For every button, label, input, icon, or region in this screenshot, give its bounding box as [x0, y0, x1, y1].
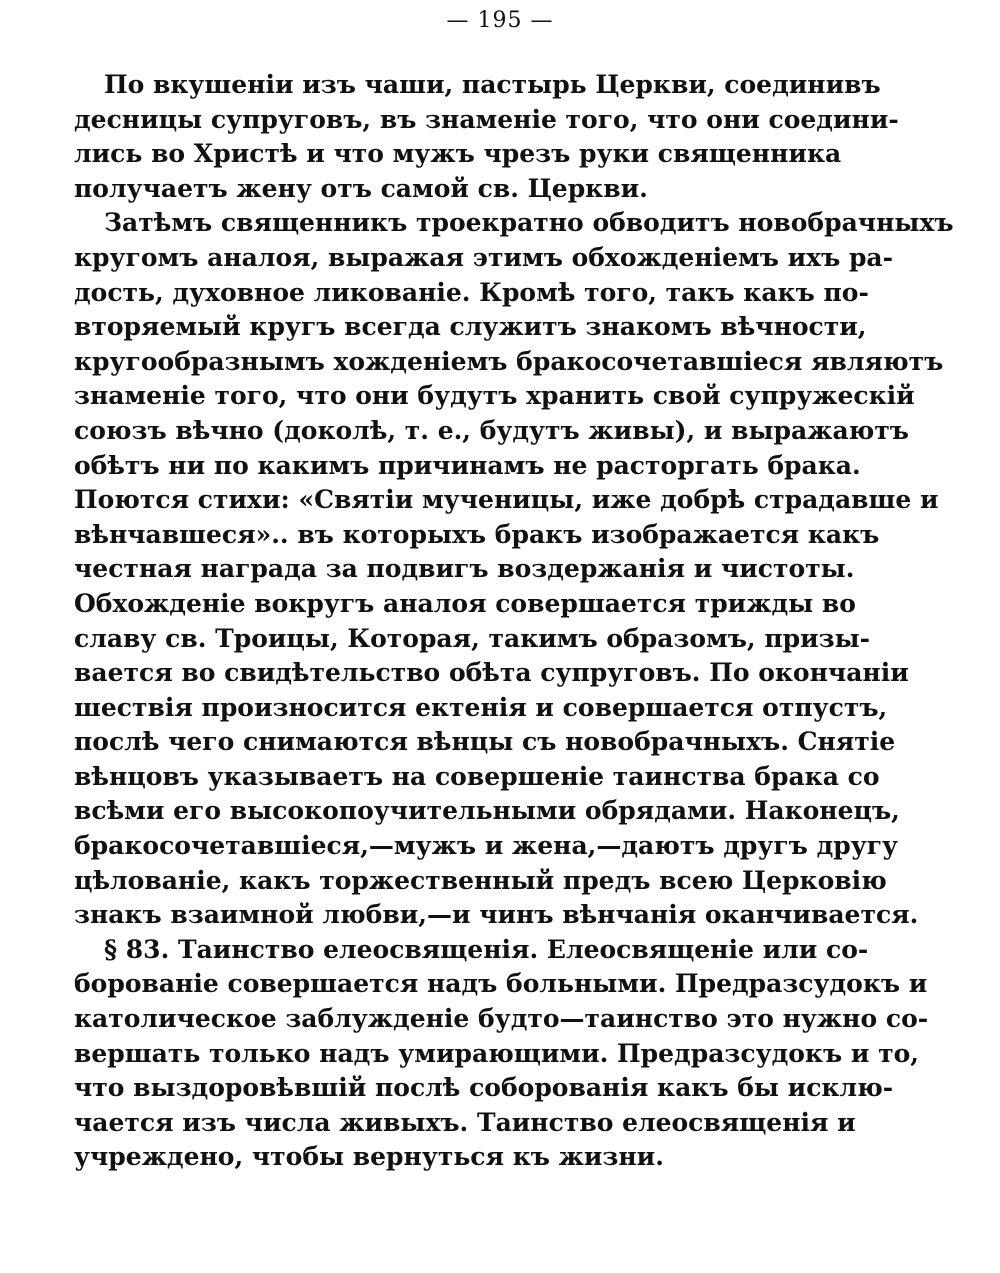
text-line: По вкушеніи изъ чаши, пастырь Церкви, соединивъ — [104, 70, 881, 99]
text-line: борованіе совершается надъ больными. Предразсудокъ и — [74, 969, 928, 999]
text-line: союзъ вѣчно (доколѣ, т. е., будутъ живы), и выражаютъ — [74, 415, 909, 445]
text-line: знаменіе того, что они будутъ хранить свой супружескій — [74, 381, 915, 411]
text-line: знакъ взаимной любви,—и чинъ вѣнчанія оканчивается. — [74, 900, 919, 930]
text-line: Поются стихи: «Святіи мученицы, иже добрѣ страдавше и — [74, 485, 939, 515]
text-line: шествія произносится ектенія и совершается отпустъ, — [74, 692, 888, 722]
text-line: вторяемый кругъ всегда служитъ знакомъ вѣчности, — [74, 312, 867, 342]
text-line: дость, духовное ликованіе. Кромѣ того, такъ какъ по- — [74, 277, 869, 307]
text-line: бракосочетавшіеся,—мужъ и жена,—даютъ другъ другу — [74, 831, 899, 861]
text-line: десницы супруговъ, въ знаменіе того, что они соедини- — [74, 104, 899, 134]
text-line: честная награда за подвигъ воздержанія и чистоты. — [74, 554, 855, 584]
text-line: вершать только надъ умирающими. Предразсудокъ и то, — [74, 1038, 919, 1068]
text-line: вѣнчавшеся».. въ которыхъ бракъ изображается какъ — [74, 519, 880, 549]
text-line: получаетъ жену отъ самой св. Церкви. — [74, 173, 648, 203]
text-line: всѣми его высокопоучительными обрядами. Наконецъ, — [74, 796, 900, 826]
text-line: обѣтъ ни по какимъ причинамъ не расторгать брака. — [74, 450, 861, 480]
text-line: что выздоровѣвшій послѣ соборованія какъ бы исклю- — [74, 1073, 894, 1103]
text-line: вѣнцовъ указываетъ на совершеніе таинства брака со — [74, 761, 880, 791]
text-line: послѣ чего снимаются вѣнцы съ новобрачныхъ. Снятіе — [74, 727, 896, 757]
text-line: чается изъ числа живыхъ. Таинство елеосвященія и — [74, 1107, 856, 1137]
text-line: учреждено, чтобы вернуться къ жизни. — [74, 1142, 664, 1172]
text-line: лись во Христѣ и что мужъ чрезъ руки священника — [74, 139, 842, 169]
body-text — [74, 68, 954, 1175]
text-line: цѣлованіе, какъ торжественный предъ всею Церковію — [74, 865, 887, 895]
text-line: кругомъ аналоя, выражая этимъ обхожденіемъ ихъ ра- — [74, 242, 894, 272]
section-heading-line: § 83. Таинство елеосвященія. Елеосвященіе или со- — [104, 934, 869, 964]
page-number: — 195 — — [446, 8, 554, 33]
text-line: вается во свидѣтельство обѣта супруговъ. По окончаніи — [74, 658, 909, 688]
text-line: Затѣмъ священникъ троекратно обводитъ новобрачныхъ — [104, 208, 954, 238]
text-line: кругообразнымъ хожденіемъ бракосочетавшіеся являютъ — [74, 346, 944, 376]
text-line: славу св. Троицы, Которая, такимъ образомъ, призы- — [74, 623, 871, 653]
text-line: католическое заблужденіе будто—таинство это нужно со- — [74, 1004, 929, 1034]
text-line: Обхожденіе вокругъ аналоя совершается трижды во — [74, 588, 856, 618]
